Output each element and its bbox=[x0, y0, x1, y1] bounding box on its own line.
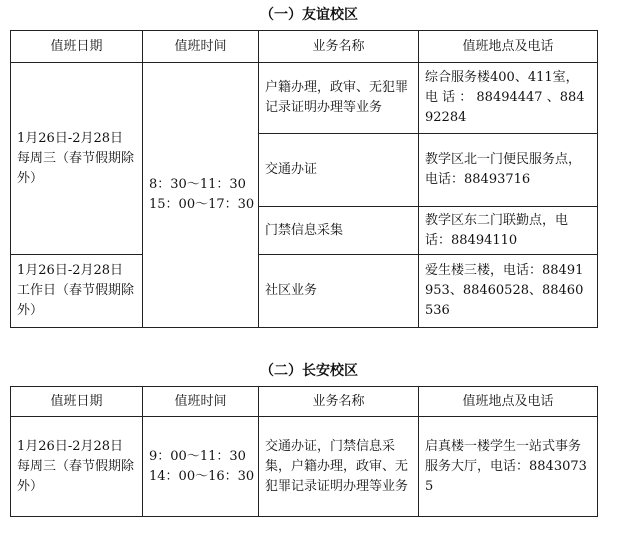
time-cell bbox=[143, 417, 259, 517]
table-header-row bbox=[11, 387, 598, 417]
location-cell: 教学区北一门便民服务点，电话：88493716 bbox=[419, 134, 598, 207]
service-cell: 门禁信息采集 bbox=[259, 207, 419, 255]
header-time: 值班时间 bbox=[143, 31, 259, 63]
table-header-row bbox=[11, 31, 598, 63]
header-service: 业务名称 bbox=[259, 387, 419, 417]
time-am: 8：30～11：30 bbox=[149, 177, 246, 192]
header-location: 值班地点及电话 bbox=[419, 387, 598, 417]
campus2-duty-table bbox=[10, 386, 598, 517]
date-workday-cell: 1月26日-2月28日工作日（春节假期除外） bbox=[11, 255, 143, 328]
table-row bbox=[11, 63, 598, 134]
header-location: 值班地点及电话 bbox=[419, 31, 598, 63]
time-am: 9：00～11：30 bbox=[149, 448, 246, 464]
table-row bbox=[11, 417, 598, 517]
location-cell: 启真楼一楼学生一站式事务服务大厅，电话：88430735 bbox=[419, 417, 598, 517]
time-cell bbox=[143, 63, 259, 328]
location-cell: 爱生楼三楼，电话：88491953、88460528、88460536 bbox=[419, 255, 598, 328]
location-cell: 教学区东二门联勤点，电话：88494110 bbox=[419, 207, 598, 255]
service-cell: 交通办证 bbox=[259, 134, 419, 207]
location-cell: 综合服务楼400、411室，电 话 ： 88494447 、88492284 bbox=[419, 63, 598, 134]
campus1-duty-table bbox=[10, 30, 598, 328]
header-service: 业务名称 bbox=[259, 31, 419, 63]
service-cell: 交通办证，门禁信息采集，户籍办理，政审、无犯罪记录证明办理等业务 bbox=[259, 417, 419, 517]
header-date: 值班日期 bbox=[11, 31, 143, 63]
campus1-title: （一）友谊校区 bbox=[260, 7, 358, 23]
service-cell: 社区业务 bbox=[259, 255, 419, 328]
header-time: 值班时间 bbox=[143, 387, 259, 417]
date-weekly-cell: 1月26日-2月28日每周三（春节假期除外） bbox=[11, 417, 143, 517]
time-pm: 14：00～16：30 bbox=[149, 468, 255, 484]
date-weekly-cell: 1月26日-2月28日每周三（春节假期除外） bbox=[11, 63, 143, 255]
time-pm: 15：00～17：30 bbox=[149, 197, 255, 212]
header-date: 值班日期 bbox=[11, 387, 143, 417]
service-cell: 户籍办理，政审、无犯罪记录证明办理等业务 bbox=[259, 63, 419, 134]
campus2-title: （二）长安校区 bbox=[260, 363, 358, 379]
table-row bbox=[11, 255, 598, 328]
